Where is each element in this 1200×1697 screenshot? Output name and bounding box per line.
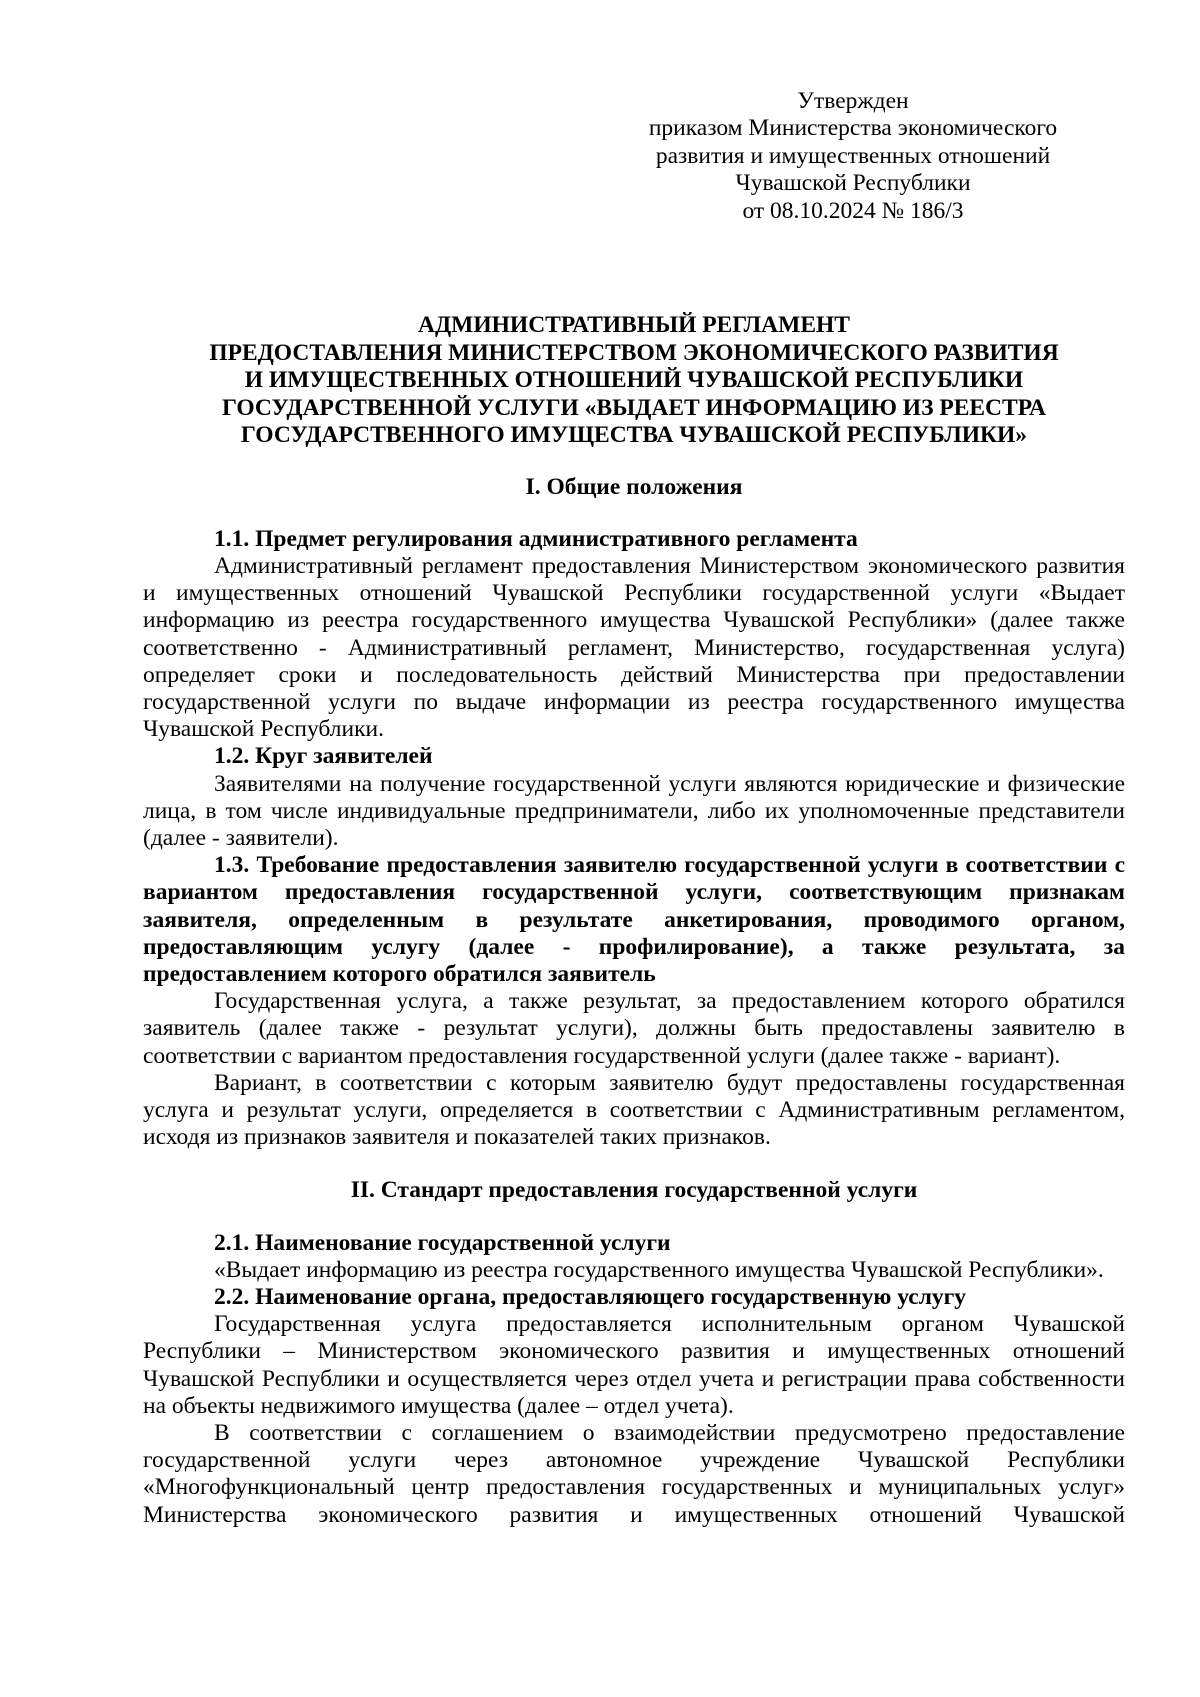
subsection-1-3-text-2: Вариант, в соответствии с которым заявителю будут предоставлены государственная услуга и результат услуги, определяется в соответствии с Административным регламентом, исходя из признаков заявителя и показателей таких признаков. (143, 1069, 1125, 1151)
title-line: АДМИНИСТРАТИВНЫЙ РЕГЛАМЕНТ (418, 312, 850, 339)
subsection-2-2-text-1: Государственная услуга предоставляется исполнительным органом Чувашской Республики – Министерством экономического развития и имущественных отношений Чувашской Республики и осуществляется через отдел учета и регистрации права собственности на объекты недвижимого имущества (далее – отдел учета). (143, 1311, 1125, 1419)
approval-line: Чувашской Республики (735, 170, 971, 197)
subsection-2-1-heading: 2.1. Наименование государственной услуги (214, 1229, 671, 1256)
subsection-2-2-text-2: В соответствии с соглашением о взаимодействии предусмотрено предоставление государственной услуги через автономное учреждение Чувашской Республики «Многофункциональный центр предоставления государственных и муниципальных услуг» Министерства экономического развития и имущественных отношений Чувашской (143, 1420, 1125, 1528)
subsection-1-1-text: Административный регламент предоставления Министерством экономического развития и имущественных отношений Чувашской Республики государственной услуги «Выдает информацию из реестра государственного имущества Чувашской Республики» (далее также соответственно - Административный регламент, Министерство, государственная услуга) определяет сроки и последовательность действий Министерства при предоставлении государственной услуги по выдаче информации из реестра государственного имущества Чувашской Республики. (143, 552, 1125, 743)
approval-line: приказом Министерства экономического (648, 115, 1058, 142)
subsection-1-3-heading: 1.3. Требование предоставления заявителю государственной услуги в соответствии с вариантом предоставления государственной услуги, соответствующим признакам заявителя, определенным в результате анкетирования, проводимого органом, предоставляющим услугу (далее - профилирование), а также результата, за предоставлением которого обратился заявитель (143, 852, 1125, 987)
subsection-1-2-heading: 1.2. Круг заявителей (214, 743, 433, 770)
subsection-1-1-heading: 1.1. Предмет регулирования административного регламента (214, 525, 858, 552)
title-line: ГОСУДАРСТВЕННОЙ УСЛУГИ «ВЫДАЕТ ИНФОРМАЦИЮ ИЗ РЕЕСТРА (221, 394, 1047, 421)
approval-date: от 08.10.2024 № 186/3 (742, 197, 964, 224)
title-line: ПРЕДОСТАВЛЕНИЯ МИНИСТЕРСТВОМ ЭКОНОМИЧЕСКОГО РАЗВИТИЯ (209, 339, 1059, 366)
subsection-2-1-text: «Выдает информацию из реестра государственного имущества Чувашской Республики». (214, 1256, 1104, 1283)
approval-stamp (641, 88, 1065, 225)
document-title (143, 312, 1125, 450)
section-1-heading: I. Общие положения (525, 473, 743, 500)
title-line: ГОСУДАРСТВЕННОГО ИМУЩЕСТВА ЧУВАШСКОЙ РЕСПУБЛИКИ» (240, 422, 1028, 449)
title-line: И ИМУЩЕСТВЕННЫХ ОТНОШЕНИЙ ЧУВАШСКОЙ РЕСПУБЛИКИ (244, 367, 1024, 394)
section-2-heading: II. Стандарт предоставления государственной услуги (350, 1177, 918, 1204)
document-page (143, 88, 1125, 1529)
approval-line: Утвержден (797, 88, 909, 114)
subsection-1-2-text: Заявителями на получение государственной услуги являются юридические и физические лица, в том числе индивидуальные предприниматели, либо их уполномоченные представители (далее - заявители). (143, 770, 1125, 851)
subsection-2-2-heading: 2.2. Наименование органа, предоставляющего государственную услугу (214, 1284, 967, 1311)
approval-line: развития и имущественных отношений (655, 142, 1051, 169)
subsection-1-3-text-1: Государственная услуга, а также результат, за предоставлением которого обратился заявитель (далее также - результат услуги), должны быть предоставлены заявителю в соответствии с вариантом предоставления государственной услуги (далее также - вариант). (143, 988, 1125, 1069)
